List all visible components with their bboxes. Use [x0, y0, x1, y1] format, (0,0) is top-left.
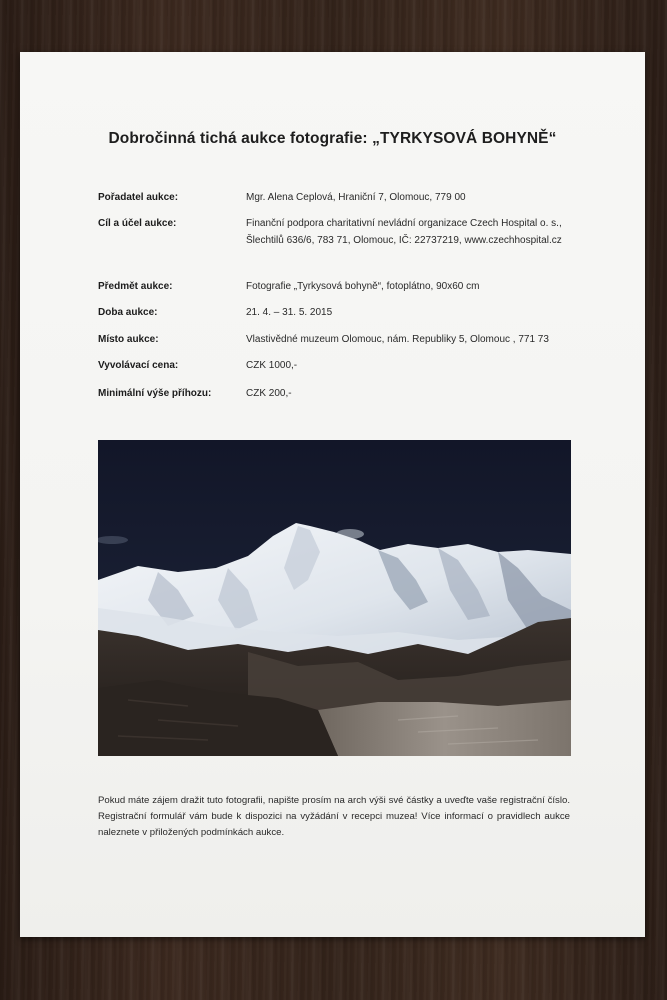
info-label: Minimální výše příhozu:: [98, 388, 212, 399]
info-label: Doba aukce:: [98, 307, 158, 318]
info-label: Místo aukce:: [98, 334, 159, 345]
mountain-photo: [98, 440, 571, 756]
info-value: CZK 200,-: [246, 388, 292, 399]
info-value: Mgr. Alena Ceplová, Hraniční 7, Olomouc, 779 00: [246, 192, 466, 203]
info-value: Vlastivědné muzeum Olomouc, nám. Republiky 5, Olomouc , 771 73: [246, 334, 549, 345]
info-label: Cíl a účel aukce:: [98, 218, 177, 229]
info-value: Fotografie „Tyrkysová bohyně“, fotoplátno, 90x60 cm: [246, 281, 480, 292]
page-title: Dobročinná tichá aukce fotografie: „TYRKYSOVÁ BOHYNĚ“: [108, 130, 557, 147]
info-label: Předmět aukce:: [98, 281, 173, 292]
footer-paragraph: Pokud máte zájem dražit tuto fotografii, napište prosím na arch výši své částky a uveďte vaše registrační číslo. Registrační formulář vám bude k dispozici na vyžádání v recepci muzea! Více informací o pravidlech aukce naleznete v přiložených podmínkách aukce.: [98, 795, 570, 838]
info-value: CZK 1000,-: [246, 360, 298, 371]
info-value: 21. 4. – 31. 5. 2015: [246, 307, 333, 318]
auction-flyer-paper: [20, 52, 645, 937]
info-label: Vyvolávací cena:: [98, 360, 179, 371]
info-value: Finanční podpora charitativní nevládní organizace Czech Hospital o. s., Šlechtilů 636/6, 783 71, Olomouc, IČ: 22737219, www.czechhospital.cz: [246, 218, 562, 246]
info-label: Pořadatel aukce:: [98, 192, 179, 203]
